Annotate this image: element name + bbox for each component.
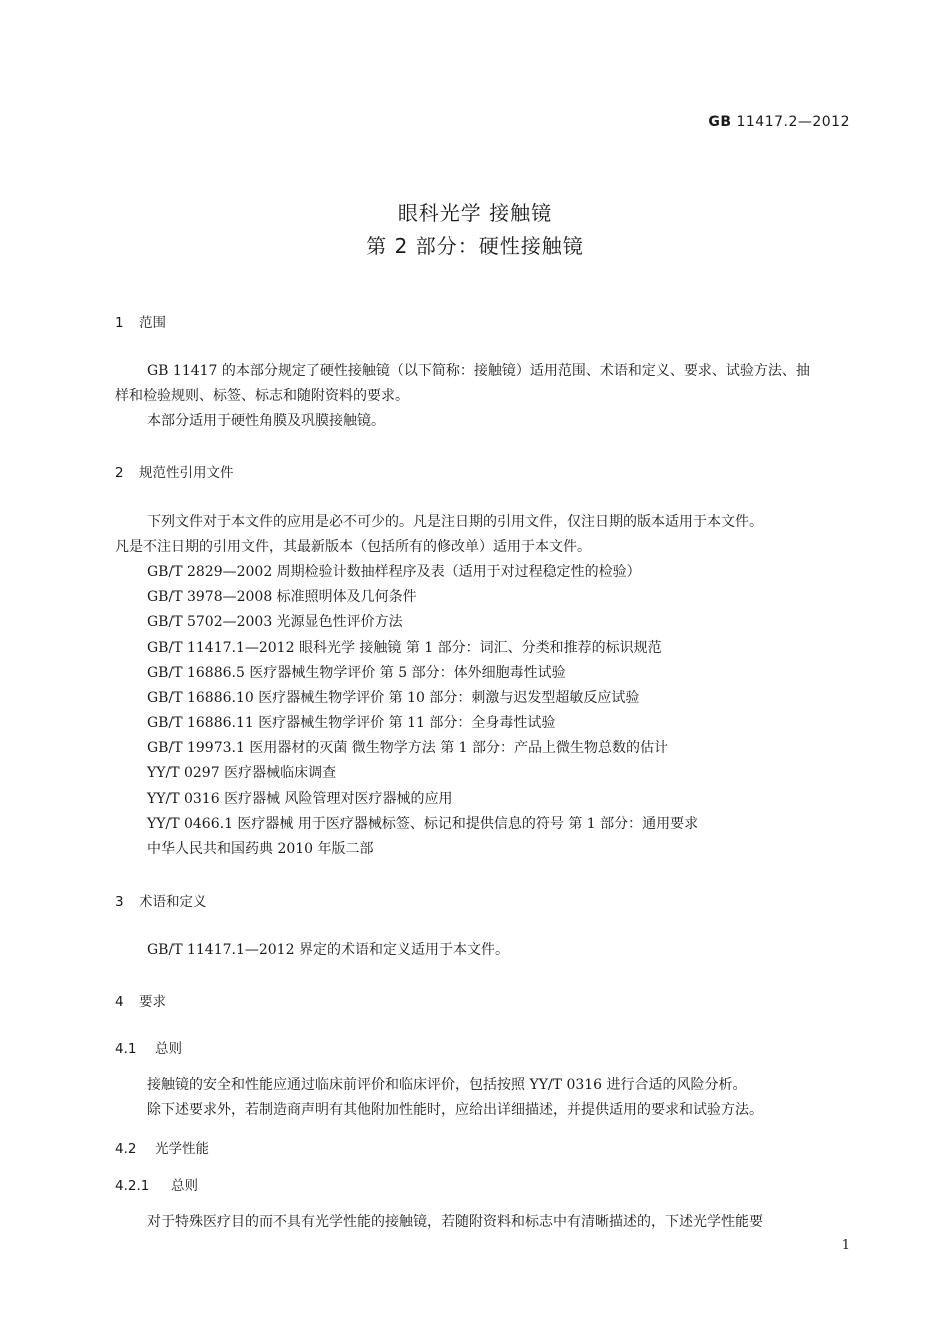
reference-item: YY/T 0297 医疗器械临床调查 [147,765,337,781]
reference-item: GB/T 5702—2003 光源显色性评价方法 [147,614,403,630]
reference-item: GB/T 3978—2008 标准照明体及几何条件 [147,589,417,605]
reference-item: GB/T 16886.10 医疗器械生物学评价 第 10 部分：刺激与迟发型超敏反应试验 [147,690,640,706]
section-4-1-heading: 4.1 总则 [115,1041,182,1057]
reference-item: YY/T 0316 医疗器械 风险管理对医疗器械的应用 [147,791,453,807]
reference-item: GB/T 2829—2002 周期检验计数抽样程序及表（适用于对过程稳定性的检验） [147,564,641,580]
section-4-1-paragraph-2: 除下述要求外，若制造商声明有其他附加性能时，应给出详细描述，并提供适用的要求和试验方法。 [147,1102,763,1118]
reference-item: YY/T 0466.1 医疗器械 用于医疗器械标签、标记和提供信息的符号 第 1 部分：通用要求 [147,816,699,832]
section-3-paragraph: GB/T 11417.1—2012 界定的术语和定义适用于本文件。 [147,942,509,958]
section-1-heading: 1 范围 [115,315,166,331]
reference-item: GB/T 19973.1 医用器材的灭菌 微生物学方法 第 1 部分：产品上微生物总数的估计 [147,740,669,756]
title-line-2: 第 2 部分：硬性接触镜 [366,234,584,258]
page-number: 1 [841,1238,850,1253]
reference-item: GB/T 16886.11 医疗器械生物学评价 第 11 部分：全身毒性试验 [147,715,556,731]
section-4-2-1-paragraph: 对于特殊医疗目的而不具有光学性能的接触镜，若随附资料和标志中有清晰描述的，下述光学性能要 [147,1214,763,1230]
section-1-paragraph-line-2: 样和检验规则、标签、标志和随附资料的要求。 [115,388,409,404]
section-4-2-heading: 4.2 光学性能 [115,1141,209,1157]
section-2-heading: 2 规范性引用文件 [115,465,234,481]
section-2-paragraph-line-1: 下列文件对于本文件的应用是必不可少的。凡是注日期的引用文件，仅注日期的版本适用于本文件。 [147,514,763,530]
standard-code: GB 11417.2—2012 [708,114,850,130]
section-2-paragraph-line-2: 凡是不注日期的引用文件，其最新版本（包括所有的修改单）适用于本文件。 [115,539,591,555]
reference-item: 中华人民共和国药典 2010 年版二部 [147,841,374,857]
section-1-paragraph-2: 本部分适用于硬性角膜及巩膜接触镜。 [147,413,385,429]
section-4-2-1-heading: 4.2.1 总则 [115,1178,198,1194]
section-4-1-paragraph-1: 接触镜的安全和性能应通过临床前评价和临床评价，包括按照 YY/T 0316 进行合适的风险分析。 [147,1077,747,1093]
section-4-heading: 4 要求 [115,994,166,1010]
reference-item: GB/T 16886.5 医疗器械生物学评价 第 5 部分：体外细胞毒性试验 [147,665,566,681]
reference-item: GB/T 11417.1—2012 眼科光学 接触镜 第 1 部分：词汇、分类和推荐的标识规范 [147,640,662,656]
title-line-1: 眼科光学 接触镜 [397,201,553,225]
section-1-paragraph-line-1: GB 11417 的本部分规定了硬性接触镜（以下简称：接触镜）适用范围、术语和定义、要求、试验方法、抽 [147,363,810,379]
section-3-heading: 3 术语和定义 [115,894,207,910]
